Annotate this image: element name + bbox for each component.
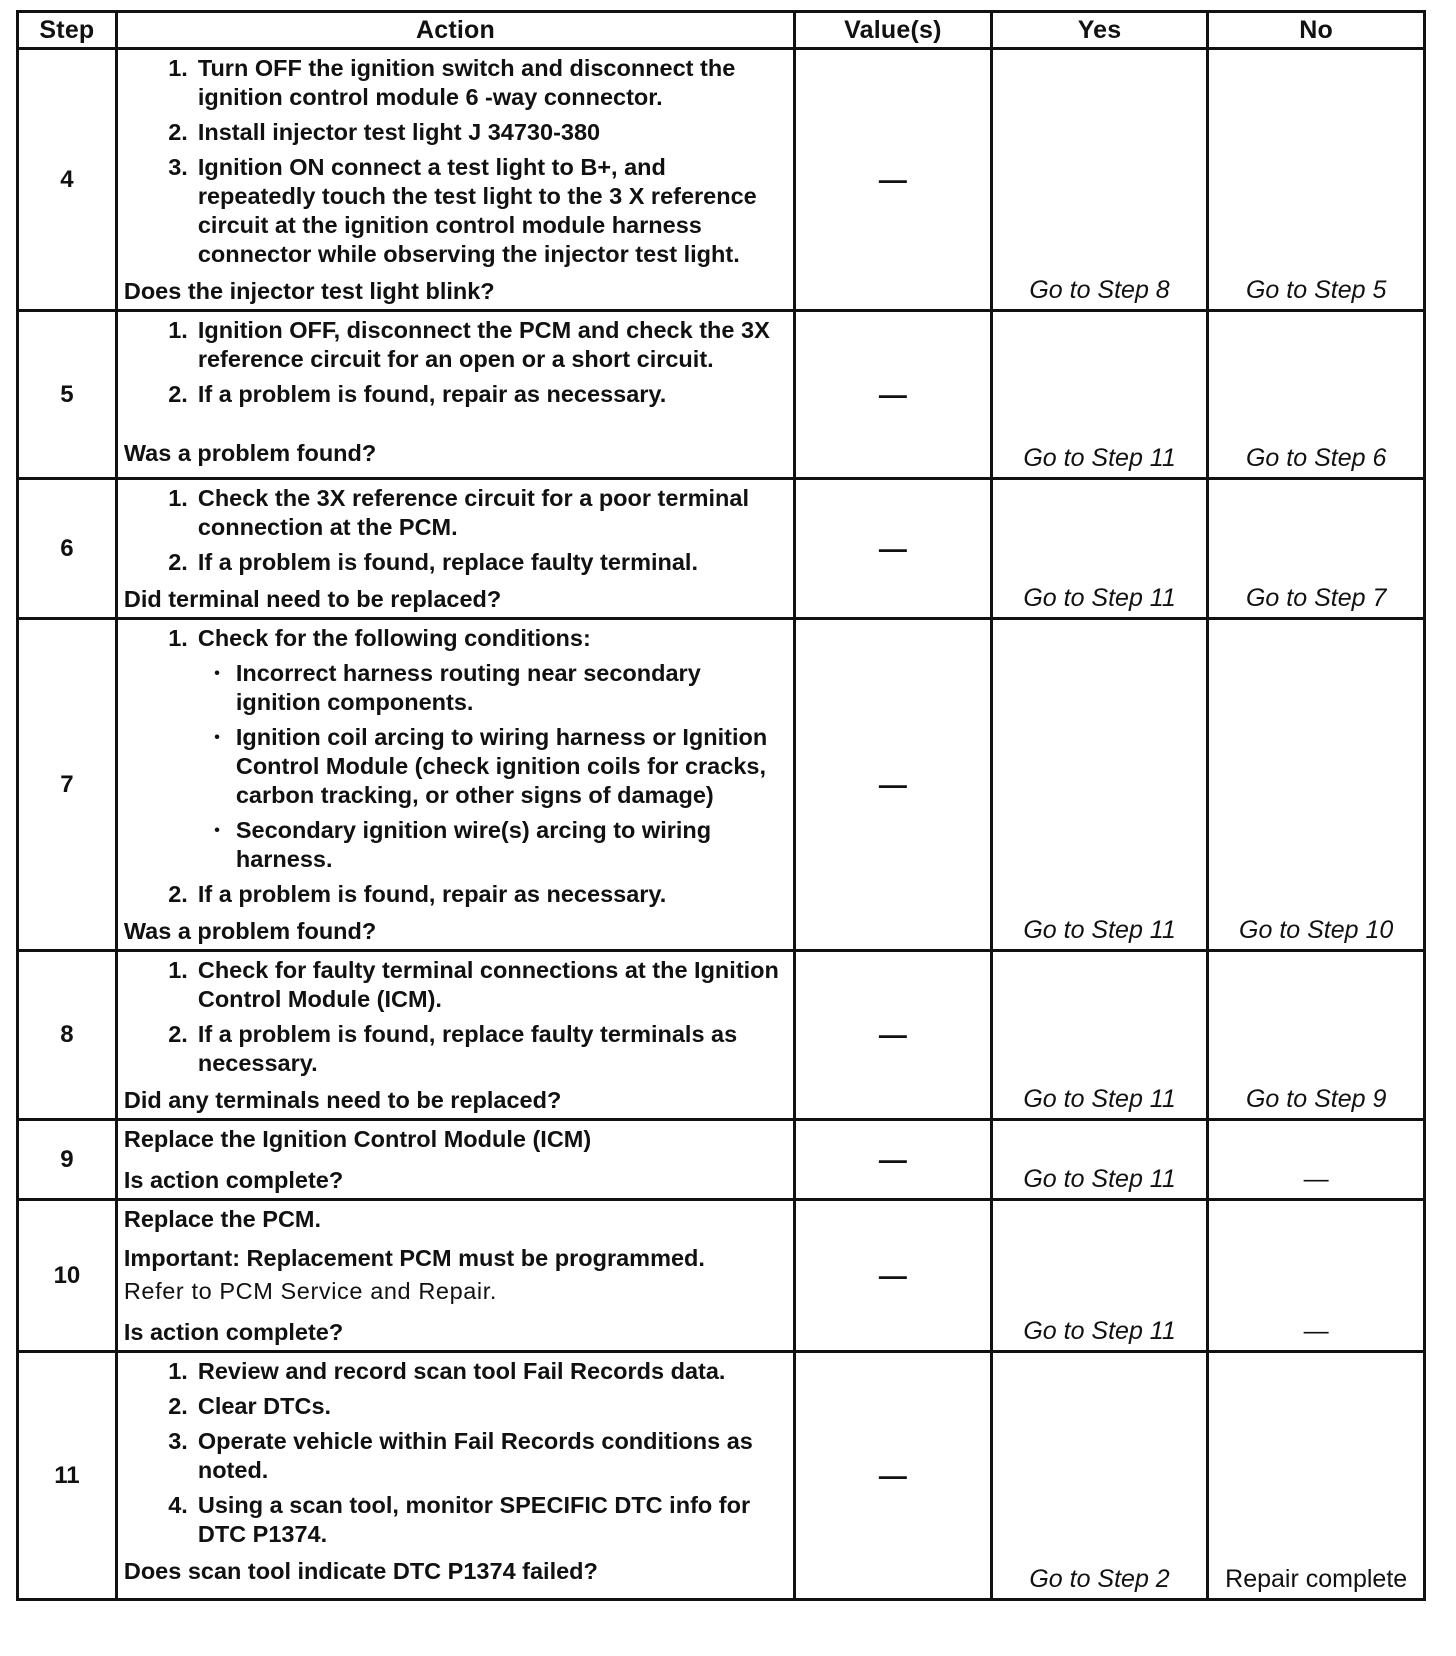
no-cell: Repair complete xyxy=(1208,1352,1425,1600)
action-item: 1. Check for faulty terminal connections at the Ignition Control Module (ICM). xyxy=(168,957,779,1012)
table-row-step-5 xyxy=(18,311,1425,479)
diagnostic-table xyxy=(16,10,1426,1601)
action-cell xyxy=(116,619,794,951)
header-values: Value(s) xyxy=(795,12,992,49)
value-cell: — xyxy=(795,479,992,619)
table-row-step-10 xyxy=(18,1200,1425,1352)
yes-cell: Go to Step 8 xyxy=(991,49,1208,311)
action-item: 1. Ignition OFF, disconnect the PCM and check the 3X reference circuit for an open or a short circuit. xyxy=(168,317,770,372)
action-item: 2. If a problem is found, repair as necessary. xyxy=(168,881,667,907)
no-cell: — xyxy=(1208,1120,1425,1200)
header-no: No xyxy=(1208,12,1425,49)
table-row-step-8 xyxy=(18,951,1425,1120)
step-number: 8 xyxy=(18,951,117,1120)
action-cell xyxy=(116,951,794,1120)
no-cell: Go to Step 7 xyxy=(1208,479,1425,619)
yes-cell: Go to Step 11 xyxy=(991,951,1208,1120)
action-question: Did terminal need to be replaced? xyxy=(123,586,502,612)
action-item: 2. If a problem is found, replace faulty terminals as necessary. xyxy=(168,1021,738,1076)
action-line: Replace the Ignition Control Module (ICM) xyxy=(123,1126,592,1152)
step-number: 10 xyxy=(18,1200,117,1352)
action-item: 1. Check the 3X reference circuit for a poor terminal connection at the PCM. xyxy=(168,485,749,540)
header-action: Action xyxy=(116,12,794,49)
yes-cell: Go to Step 11 xyxy=(991,311,1208,479)
action-bullet: • Ignition coil arcing to wiring harness or Ignition Control Module (check ignition coils for cracks, carbon tracking, or other signs of damage) xyxy=(214,724,768,808)
action-item: 3. Operate vehicle within Fail Records conditions as noted. xyxy=(168,1428,753,1483)
table-row-step-4 xyxy=(18,49,1425,311)
header-step: Step xyxy=(18,12,117,49)
action-question: Did any terminals need to be replaced? xyxy=(123,1087,562,1113)
action-bullet: • Incorrect harness routing near secondary ignition components. xyxy=(214,660,701,715)
no-cell: Go to Step 5 xyxy=(1208,49,1425,311)
action-question: Does the injector test light blink? xyxy=(123,278,495,304)
yes-cell: Go to Step 11 xyxy=(991,1200,1208,1352)
action-item: 2. Install injector test light J 34730-380 xyxy=(168,119,601,145)
action-question: Does scan tool indicate DTC P1374 failed? xyxy=(123,1558,598,1584)
value-cell: — xyxy=(795,311,992,479)
action-item: 2. If a problem is found, repair as necessary. xyxy=(168,381,667,407)
important-text: Replacement PCM must be programmed. xyxy=(240,1245,705,1271)
action-question: Was a problem found? xyxy=(123,918,377,944)
step-number: 4 xyxy=(18,49,117,311)
action-cell xyxy=(116,49,794,311)
action-item: 2. If a problem is found, replace faulty terminal. xyxy=(168,549,698,575)
action-cell xyxy=(116,1120,794,1200)
step-number: 5 xyxy=(18,311,117,479)
table-row-step-11 xyxy=(18,1352,1425,1600)
header-row xyxy=(18,12,1425,49)
yes-cell: Go to Step 11 xyxy=(991,479,1208,619)
action-question: Is action complete? xyxy=(123,1167,344,1193)
no-cell: — xyxy=(1208,1200,1425,1352)
action-item: 1. Review and record scan tool Fail Records data. xyxy=(168,1358,726,1384)
no-cell: Go to Step 10 xyxy=(1208,619,1425,951)
value-cell: — xyxy=(795,951,992,1120)
action-item: 3. Ignition ON connect a test light to B+, and repeatedly touch the test light to the 3 X reference circuit at the ignition control module harness connector while observing the injector test light. xyxy=(168,154,757,267)
value-cell: — xyxy=(795,619,992,951)
step-number: 7 xyxy=(18,619,117,951)
no-cell: Go to Step 9 xyxy=(1208,951,1425,1120)
table-row-step-6 xyxy=(18,479,1425,619)
step-number: 11 xyxy=(18,1352,117,1600)
step-number: 6 xyxy=(18,479,117,619)
action-cell xyxy=(116,1200,794,1352)
action-bullet: • Secondary ignition wire(s) arcing to wiring harness. xyxy=(214,817,712,872)
action-item: 4. Using a scan tool, monitor SPECIFIC DTC info for DTC P1374. xyxy=(168,1492,751,1547)
no-cell: Go to Step 6 xyxy=(1208,311,1425,479)
action-cell xyxy=(116,479,794,619)
yes-cell: Go to Step 2 xyxy=(991,1352,1208,1600)
header-yes: Yes xyxy=(991,12,1208,49)
action-item: 2. Clear DTCs. xyxy=(168,1393,332,1419)
refer-note: Refer to PCM Service and Repair. xyxy=(123,1278,498,1304)
table-row-step-9 xyxy=(18,1120,1425,1200)
yes-cell: Go to Step 11 xyxy=(991,1120,1208,1200)
value-cell: — xyxy=(795,1200,992,1352)
action-line: Replace the PCM. xyxy=(123,1206,322,1232)
value-cell: — xyxy=(795,1120,992,1200)
important-note xyxy=(124,1244,789,1273)
action-cell xyxy=(116,1352,794,1600)
value-cell: — xyxy=(795,1352,992,1600)
value-cell: — xyxy=(795,49,992,311)
step-number: 9 xyxy=(18,1120,117,1200)
important-label: Important: xyxy=(123,1245,241,1271)
yes-cell: Go to Step 11 xyxy=(991,619,1208,951)
action-cell xyxy=(116,311,794,479)
action-item: 1. Check for the following conditions: xyxy=(168,625,591,651)
action-question: Is action complete? xyxy=(123,1319,344,1345)
table-row-step-7 xyxy=(18,619,1425,951)
action-item: 1. Turn OFF the ignition switch and disconnect the ignition control module 6 -way connector. xyxy=(168,55,736,110)
action-question: Was a problem found? xyxy=(123,440,377,466)
